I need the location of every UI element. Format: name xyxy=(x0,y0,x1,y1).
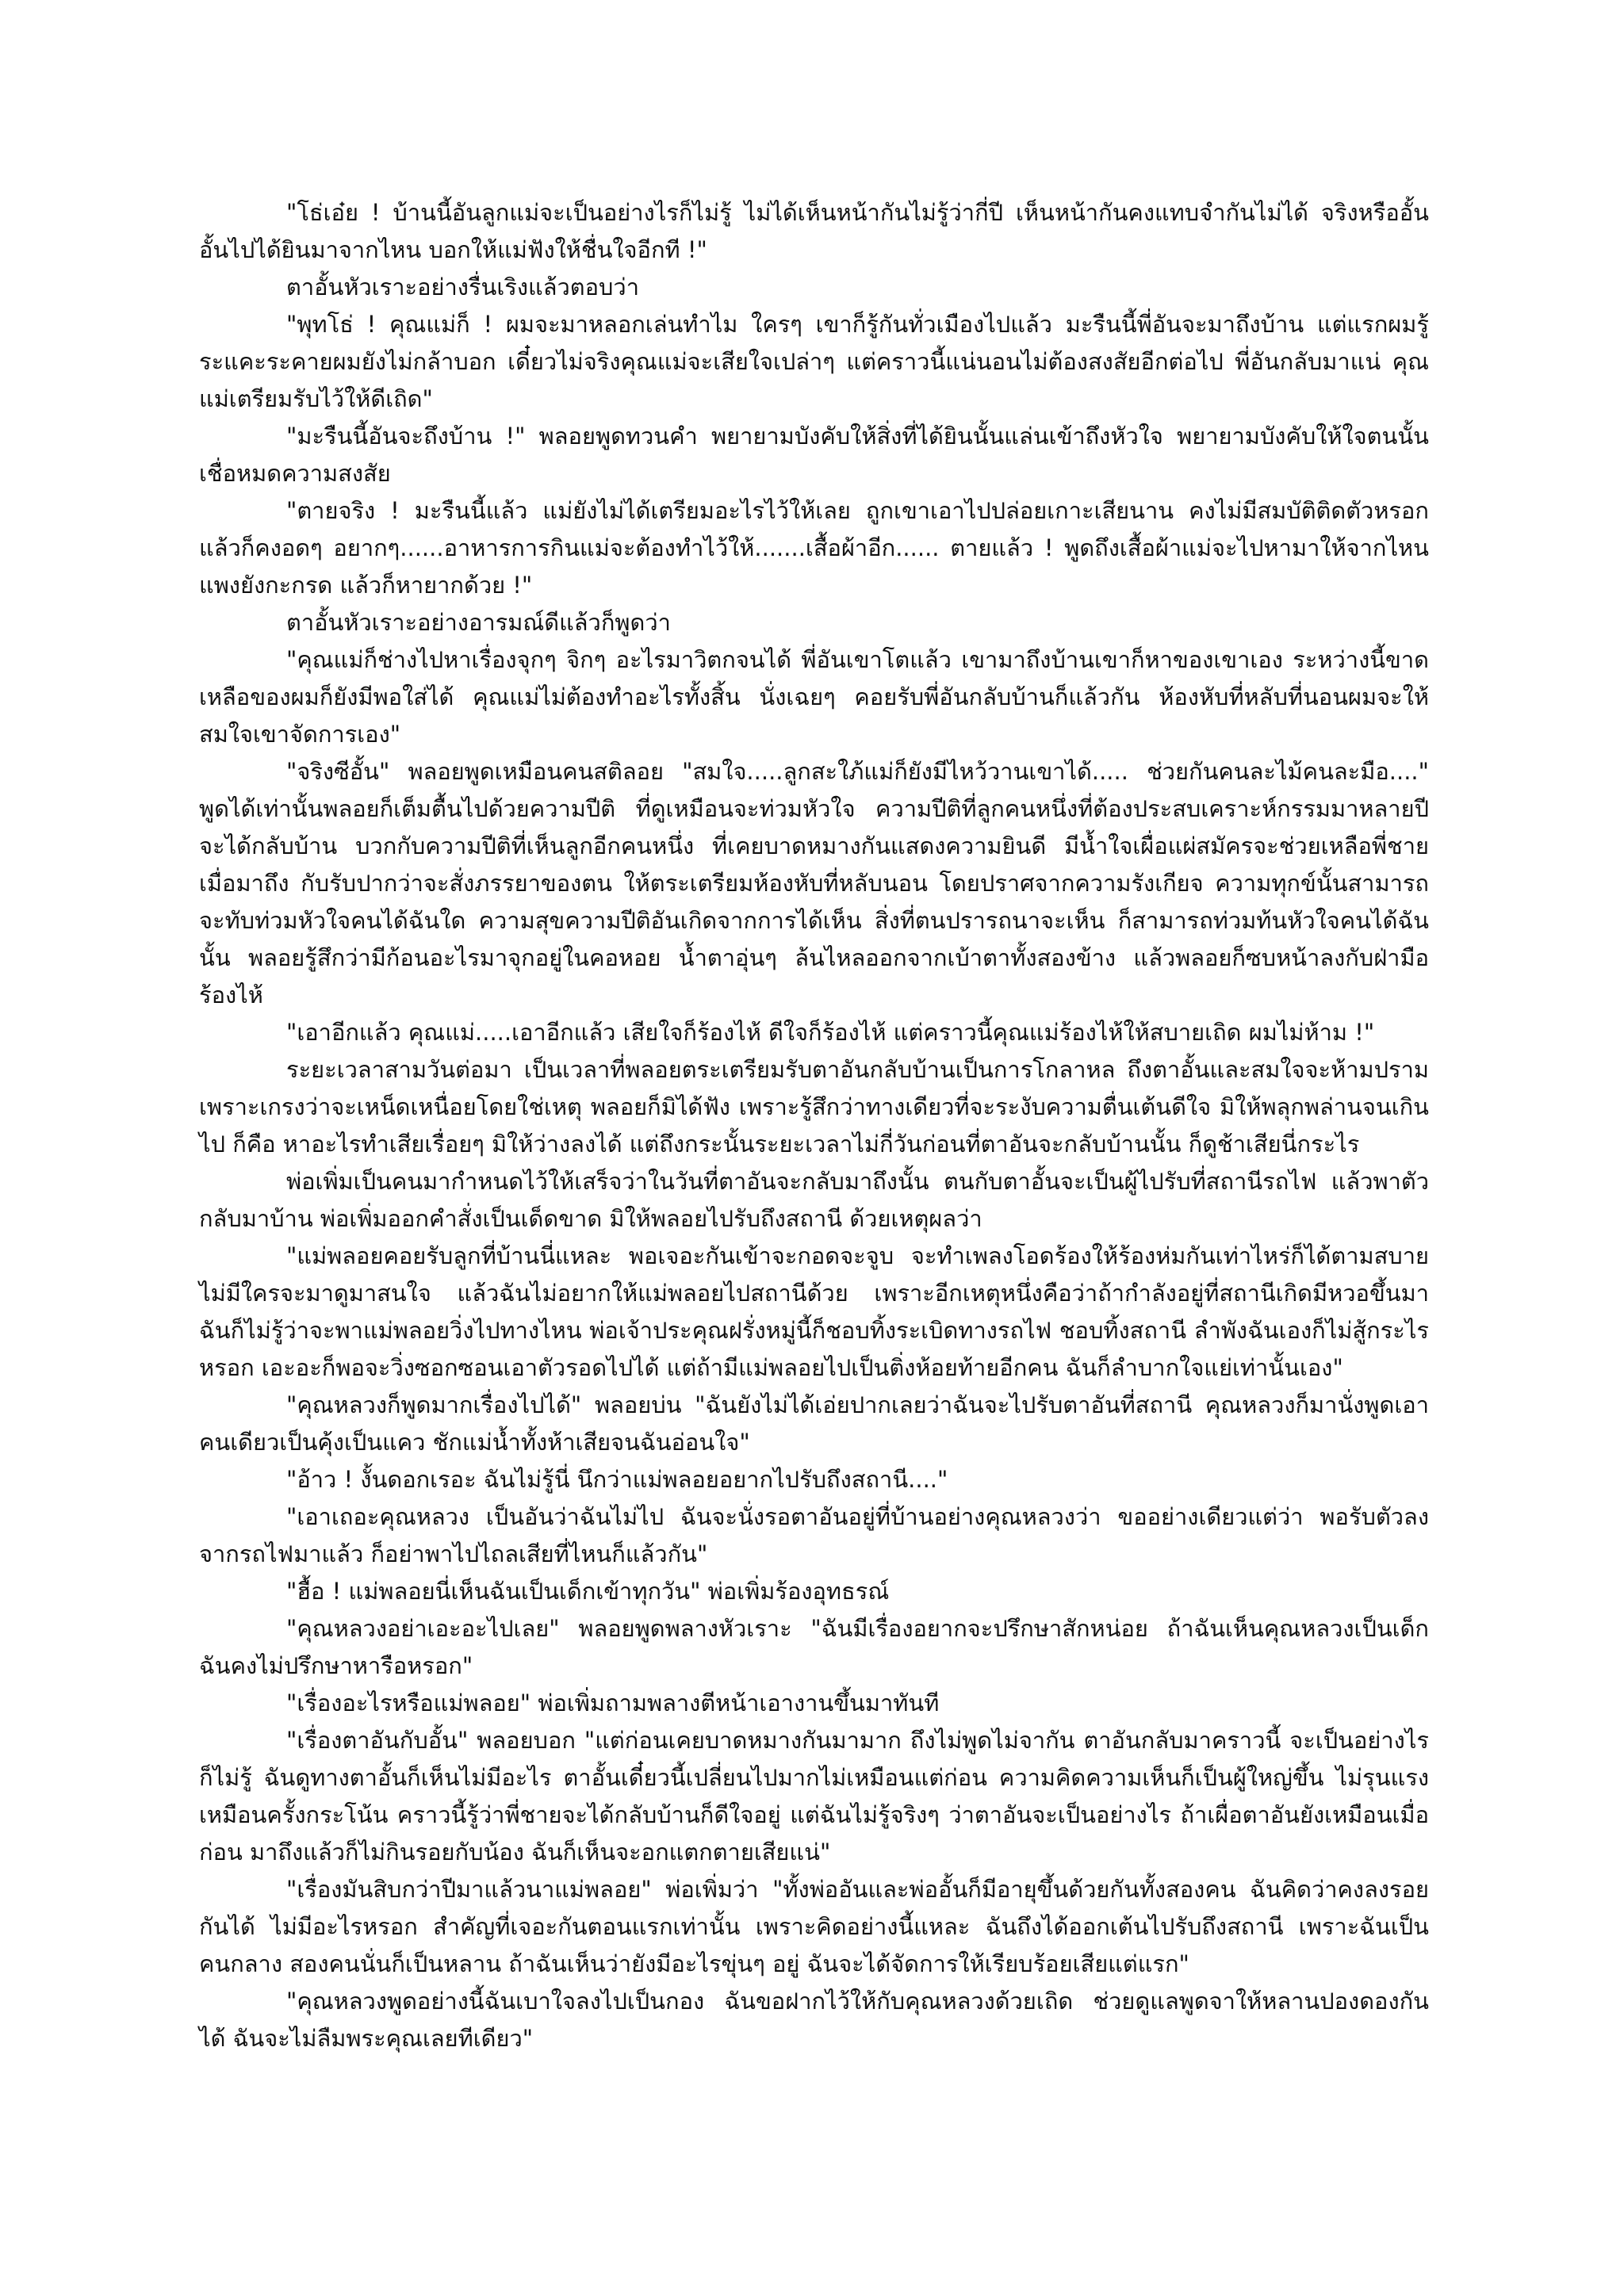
paragraph: "เรื่องตาอันกับอั้น" พลอยบอก "แต่ก่อนเคยบาดหมางกันมามาก ถึงไม่พูดไม่จากัน ตาอันกลับมาคราวนี้ จะเป็นอย่างไรก็ไม่รู้ ฉันดูทางตาอั้นก็เห็นไม่มีอะไร ตาอั้นเดี๋ยวนี้เปลี่ยนไปมากไม่เหมือนแต่ก่อน ความคิดความเห็นก็เป็นผู้ใหญ่ขึ้น ไม่รุนแรงเหมือนครั้งกระโน้น คราวนี้รู้ว่าพี่ชายจะได้กลับบ้านก็ดีใจอยู่ แต่ฉันไม่รู้จริงๆ ว่าตาอันจะเป็นอย่างไร ถ้าเผื่อตาอันยังเหมือนเมื่อก่อน มาถึงแล้วก็ไม่กินรอยกับน้อง ฉันก็เห็นจะอกแตกตายเสียแน่" xyxy=(199,1727,1429,1866)
paragraph: "พุทโธ่ ! คุณแม่ก็ ! ผมจะมาหลอกเล่นทำไม ใครๆ เขาก็รู้กันทั่วเมืองไปแล้ว มะรืนนี้พี่อันจะมาถึงบ้าน แต่แรกผมรู้ระแคะระคายผมยังไม่กล้าบอก เดี๋ยวไม่จริงคุณแม่จะเสียใจเปล่าๆ แต่คราวนี้แน่นอนไม่ต้องสงสัยอีกต่อไป พี่อันกลับมาแน่ คุณแม่เตรียมรับไว้ให้ดีเถิด" xyxy=(199,311,1429,412)
paragraph: "เอาเถอะคุณหลวง เป็นอันว่าฉันไม่ไป ฉันจะนั่งรอตาอันอยู่ที่บ้านอย่างคุณหลวงว่า ขออย่างเดียวแต่ว่า พอรับตัวลงจากรถไฟมาแล้ว ก็อย่าพาไปไถลเสียที่ไหนก็แล้วกัน" xyxy=(199,1503,1429,1567)
paragraph: "เรื่องมันสิบกว่าปีมาแล้วนาแม่พลอย" พ่อเพิ่มว่า "ทั้งพ่ออันและพ่ออั้นก็มีอายุขึ้นด้วยกันทั้งสองคน ฉันคิดว่าคงลงรอยกันได้ ไม่มีอะไรหรอก สำคัญที่เจอะกันตอนแรกเท่านั้น เพราะคิดอย่างนี้แหละ ฉันถึงได้ออกเต้นไปรับถึงสถานี เพราะฉันเป็นคนกลาง สองคนนั่นก็เป็นหลาน ถ้าฉันเห็นว่ายังมีอะไรขุ่นๆ อยู่ ฉันจะได้จัดการให้เรียบร้อยเสียแต่แรก" xyxy=(199,1876,1429,1977)
paragraph: "ฮื้อ ! แม่พลอยนี่เห็นฉันเป็นเด็กเข้าทุกวัน" พ่อเพิ่มร้องอุทธรณ์ xyxy=(286,1578,890,1605)
paragraph: "โธ่เอ๋ย ! บ้านนี้อันลูกแม่จะเป็นอย่างไรก็ไม่รู้ ไม่ได้เห็นหน้ากันไม่รู้ว่ากี่ปี เห็นหน้ากันคงแทบจำกันไม่ได้ จริงหรืออั้น อั้นไปได้ยินมาจากไหน บอกให้แม่ฟังให้ชื่นใจอีกที !" xyxy=(199,199,1429,263)
text-body xyxy=(199,194,1429,2057)
paragraph: "คุณแม่ก็ช่างไปหาเรื่องจุกๆ จิกๆ อะไรมาวิตกจนได้ พี่อันเขาโตแล้ว เขามาถึงบ้านเขาก็หาของเขาเอง ระหว่างนี้ขาดเหลือของผมก็ยังมีพอใส่ได้ คุณแม่ไม่ต้องทำอะไรทั้งสิ้น นั่งเฉยๆ คอยรับพี่อันกลับบ้านก็แล้วกัน ห้องหับที่หลับที่นอนผมจะให้สมใจเขาจัดการเอง" xyxy=(199,646,1429,748)
paragraph: "เอาอีกแล้ว คุณแม่.....เอาอีกแล้ว เสียใจก็ร้องไห้ ดีใจก็ร้องไห้ แต่คราวนี้คุณแม่ร้องไห้ให้สบายเถิด ผมไม่ห้าม !" xyxy=(286,1019,1375,1046)
paragraph: "คุณหลวงพูดอย่างนี้ฉันเบาใจลงไปเป็นกอง ฉันขอฝากไว้ให้กับคุณหลวงด้วยเถิด ช่วยดูแลพูดจาให้หลานปองดองกันได้ ฉันจะไม่ลืมพระคุณเลยทีเดียว" xyxy=(199,1988,1429,2052)
paragraph: พ่อเพิ่มเป็นคนมากำหนดไว้ให้เสร็จว่าในวันที่ตาอันจะกลับมาถึงนั้น ตนกับตาอั้นจะเป็นผู้ไปรับที่สถานีรถไฟ แล้วพาตัวกลับมาบ้าน พ่อเพิ่มออกคำสั่งเป็นเด็ดขาด มิให้พลอยไปรับถึงสถานี ด้วยเหตุผลว่า xyxy=(199,1168,1429,1232)
paragraph: "เรื่องอะไรหรือแม่พลอย" พ่อเพิ่มถามพลางตีหน้าเอางานขึ้นมาทันที xyxy=(286,1689,940,1716)
paragraph: "คุณหลวงก็พูดมากเรื่องไปได้" พลอยบ่น "ฉันยังไม่ได้เอ่ยปากเลยว่าฉันจะไปรับตาอันที่สถานี คุณหลวงก็มานั่งพูดเอาคนเดียวเป็นคุ้งเป็นแคว ชักแม่น้ำทั้งห้าเสียจนฉันอ่อนใจ" xyxy=(199,1391,1429,1456)
paragraph: ตาอั้นหัวเราะอย่างอารมณ์ดีแล้วก็พูดว่า xyxy=(286,609,671,636)
paragraph: "แม่พลอยคอยรับลูกที่บ้านนี่แหละ พอเจอะกันเข้าจะกอดจะจูบ จะทำเพลงโอดร้องให้ร้องห่มกันเท่าไหร่ก็ได้ตามสบาย ไม่มีใครจะมาดูมาสนใจ แล้วฉันไม่อยากให้แม่พลอยไปสถานีด้วย เพราะอีกเหตุหนึ่งคือว่าถ้ากำลังอยู่ที่สถานีเกิดมีหวอขึ้นมา ฉันก็ไม่รู้ว่าจะพาแม่พลอยวิ่งไปทางไหน พ่อเจ้าประคุณฝรั่งหมู่นี้ก็ชอบทิ้งระเบิดทางรถไฟ ชอบทิ้งสถานี ลำพังฉันเองก็ไม่สู้กระไรหรอก เอะอะก็พอจะวิ่งซอกซอนเอาตัวรอดไปได้ แต่ถ้ามีแม่พลอยไปเป็นติ่งห้อยท้ายอีกคน ฉันก็ลำบากใจแย่เท่านั้นเอง" xyxy=(199,1242,1429,1381)
paragraph: "อ้าว ! งั้นดอกเรอะ ฉันไม่รู้นี่ นึกว่าแม่พลอยอยากไปรับถึงสถานี...." xyxy=(286,1466,948,1493)
paragraph: "คุณหลวงอย่าเอะอะไปเลย" พลอยพูดพลางหัวเราะ "ฉันมีเรื่องอยากจะปรึกษาสักหน่อย ถ้าฉันเห็นคุณหลวงเป็นเด็ก ฉันคงไม่ปรึกษาหารือหรอก" xyxy=(199,1615,1429,1679)
paragraph: ตาอั้นหัวเราะอย่างรื่นเริงแล้วตอบว่า xyxy=(286,274,639,300)
paragraph: ระยะเวลาสามวันต่อมา เป็นเวลาที่พลอยตระเตรียมรับตาอันกลับบ้านเป็นการโกลาหล ถึงตาอั้นและสมใจจะห้ามปรามเพราะเกรงว่าจะเหน็ดเหนื่อยโดยใช่เหตุ พลอยก็มิได้ฟัง เพราะรู้สึกว่าทางเดียวที่จะระงับความตื่นเต้นดีใจ มิให้พลุกพล่านจนเกินไป ก็คือ หาอะไรทำเสียเรื่อยๆ มิให้ว่างลงได้ แต่ถึงกระนั้นระยะเวลาไม่กี่วันก่อนที่ตาอันจะกลับบ้านนั้น ก็ดูช้าเสียนี่กระไร xyxy=(199,1056,1429,1158)
paragraph: "ตายจริง ! มะรืนนี้แล้ว แม่ยังไม่ได้เตรียมอะไรไว้ให้เลย ถูกเขาเอาไปปล่อยเกาะเสียนาน คงไม่มีสมบัติติดตัวหรอก แล้วก็คงอดๆ อยากๆ......อาหารการกินแม่จะต้องทำไว้ให้.......เสื้อผ้าอีก...... ตายแล้ว ! พูดถึงเสื้อผ้าแม่จะไปหามาให้จากไหน แพงยังกะกรด แล้วก็หายากด้วย !" xyxy=(199,497,1429,599)
paragraph: "มะรืนนี้อันจะถึงบ้าน !" พลอยพูดทวนคำ พยายามบังคับให้สิ่งที่ได้ยินนั้นแล่นเข้าถึงหัวใจ พยายามบังคับให้ใจตนนั้นเชื่อหมดความสงสัย xyxy=(199,423,1429,487)
paragraph: "จริงซีอั้น" พลอยพูดเหมือนคนสติลอย "สมใจ.....ลูกสะใภ้แม่ก็ยังมีไหว้วานเขาได้..... ช่วยกันคนละไม้คนละมือ...." พูดได้เท่านั้นพลอยก็เต็มตื้นไปด้วยความปีติ ที่ดูเหมือนจะท่วมหัวใจ ความปีติที่ลูกคนหนึ่งที่ต้องประสบเคราะห์กรรมมาหลายปี จะได้กลับบ้าน บวกกับความปีติที่เห็นลูกอีกคนหนึ่ง ที่เคยบาดหมางกันแสดงความยินดี มีน้ำใจเผื่อแผ่สมัครจะช่วยเหลือพี่ชายเมื่อมาถึง กับรับปากว่าจะสั่งภรรยาของตน ให้ตระเตรียมห้องหับที่หลับนอน โดยปราศจากความรังเกียจ ความทุกข์นั้นสามารถจะทับท่วมหัวใจคนได้ฉันใด ความสุขความปีติอันเกิดจากการได้เห็น สิ่งที่ตนปรารถนาจะเห็น ก็สามารถท่วมท้นหัวใจคนได้ฉันนั้น พลอยรู้สึกว่ามีก้อนอะไรมาจุกอยู่ในคอหอย น้ำตาอุ่นๆ ล้นไหลออกจากเบ้าตาทั้งสองข้าง แล้วพลอยก็ซบหน้าลงกับฝ่ามือร้องไห้ xyxy=(199,758,1429,1008)
